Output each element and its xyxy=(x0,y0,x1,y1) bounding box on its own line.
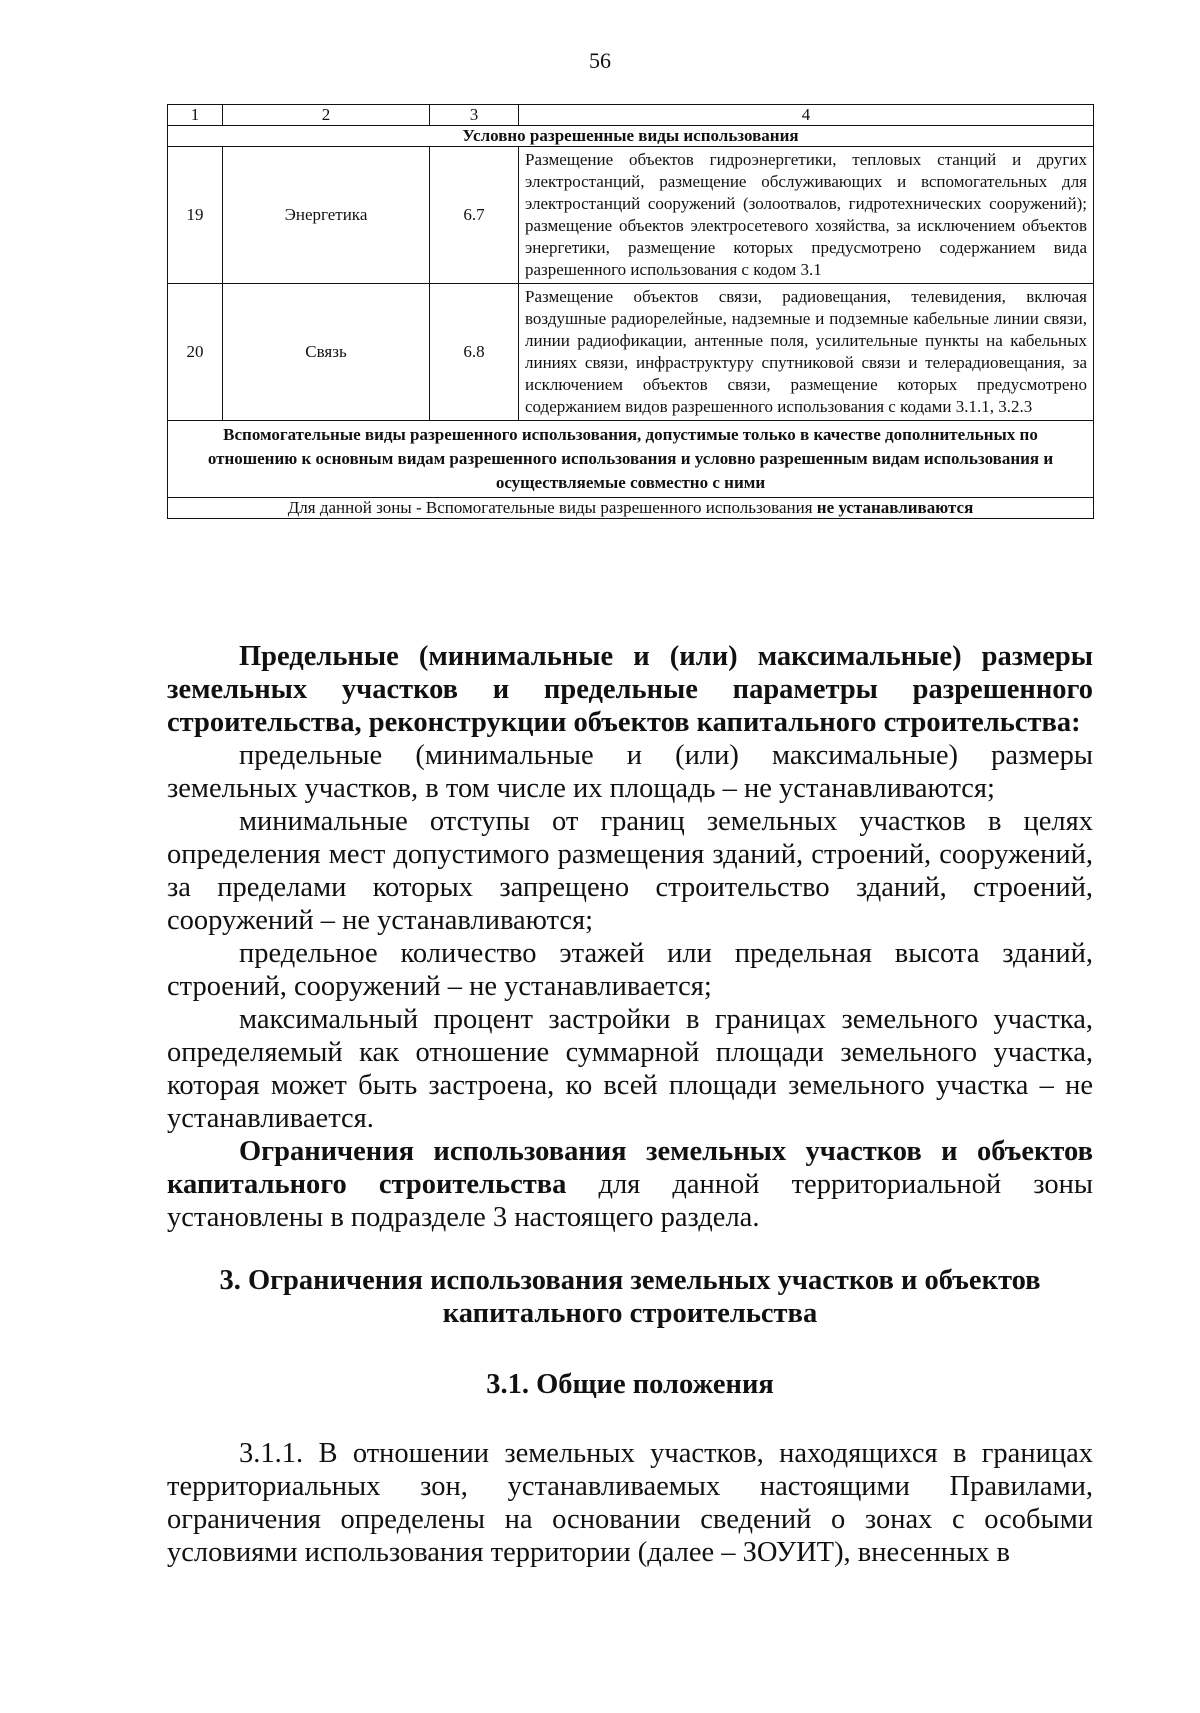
paragraph-restrictions xyxy=(167,1135,1093,1234)
auxiliary-note-text: Для данной зоны - Вспомогательные виды разрешенного использования xyxy=(287,498,817,517)
use-name: Энергетика xyxy=(223,147,430,284)
use-code: 6.7 xyxy=(430,147,519,284)
auxiliary-section-row xyxy=(168,421,1094,498)
paragraph-plot-sizes: предельные (минимальные и (или) максимальные) размеры земельных участков, в том числе их площадь – не устанавливаются; xyxy=(167,740,1093,804)
limits-heading: Предельные (минимальные и (или) максимальные) размеры земельных участков и предельные параметры разрешенного строительства, реконструкции объектов капитального строительства: xyxy=(167,641,1093,738)
document-body xyxy=(167,640,1093,1569)
use-name: Связь xyxy=(223,284,430,421)
section-3-title: 3. Ограничения использования земельных участков и объектов капитального строительства xyxy=(219,1265,1041,1329)
use-description: Размещение объектов связи, радиовещания, телевидения, включая воздушные радиорелейные, надземные и подземные кабельные линии связи, линии радиофикации, антенные поля, усилительные пункты на кабельных линиях связи, инфраструктуру спутниковой связи и телерадиовещания, за исключением объектов связи, размещение которых предусмотрено содержанием видов разрешенного использования с кодами 3.1.1, 3.2.3 xyxy=(519,284,1094,421)
use-code: 6.8 xyxy=(430,284,519,421)
paragraph-3-1-1: 3.1.1. В отношении земельных участков, находящихся в границах территориальных зон, устанавливаемых настоящими Правилами, ограничения определены на основании сведений о зонах с особыми условиями использования территории (далее – ЗОУИТ), внесенных в xyxy=(167,1438,1093,1568)
column-number-4: 4 xyxy=(519,105,1094,126)
auxiliary-note xyxy=(168,498,1094,519)
row-number: 20 xyxy=(168,284,223,421)
auxiliary-note-emphasis: не устанавливаются xyxy=(816,498,974,517)
table-row xyxy=(168,284,1094,421)
section-3-1-title: 3.1. Общие положения xyxy=(486,1369,774,1400)
row-number: 19 xyxy=(168,147,223,284)
restrictions-rest: для данной территориальной зоны установлены в подразделе 3 настоящего раздела. xyxy=(167,1169,1093,1233)
paragraph-setbacks: минимальные отступы от границ земельных участков в целях определения мест допустимого размещения зданий, строений, сооружений, за пределами которых запрещено строительство зданий, строений, сооружений – не устанавливаются; xyxy=(167,806,1093,936)
column-number-1: 1 xyxy=(168,105,223,126)
restrictions-bold: Ограничения использования земельных участков и объектов капитального строительства xyxy=(167,1136,1093,1200)
use-description: Размещение объектов гидроэнергетики, тепловых станций и других электростанций, размещение обслуживающих и вспомогательных для электростанций сооружений (золоотвалов, гидротехнических сооружений); размещение объектов электросетевого хозяйства, за исключением объектов энергетики, размещение которых предусмотрено содержанием вида разрешенного использования с кодом 3.1 xyxy=(519,147,1094,284)
permitted-use-table xyxy=(167,104,1094,519)
column-number-2: 2 xyxy=(223,105,430,126)
column-number-3: 3 xyxy=(430,105,519,126)
auxiliary-section-title: Вспомогательные виды разрешенного использования, допустимые только в качестве дополнительных по отношению к основным видам разрешенного использования и условно разрешенным видам использования и осуществляемые совместно с ними xyxy=(168,421,1094,498)
table-header-row xyxy=(168,105,1094,126)
table-row xyxy=(168,147,1094,284)
auxiliary-note-row xyxy=(168,498,1094,519)
page-number: 56 xyxy=(589,48,611,73)
paragraph-coverage: максимальный процент застройки в границах земельного участка, определяемый как отношение суммарной площади земельного участка, которая может быть застроена, ко всей площади земельного участка – не устанавливается. xyxy=(167,1004,1093,1134)
conditional-section-row xyxy=(168,126,1094,147)
conditional-section-title: Условно разрешенные виды использования xyxy=(168,126,1094,147)
paragraph-floors: предельное количество этажей или предельная высота зданий, строений, сооружений – не устанавливается; xyxy=(167,938,1093,1002)
